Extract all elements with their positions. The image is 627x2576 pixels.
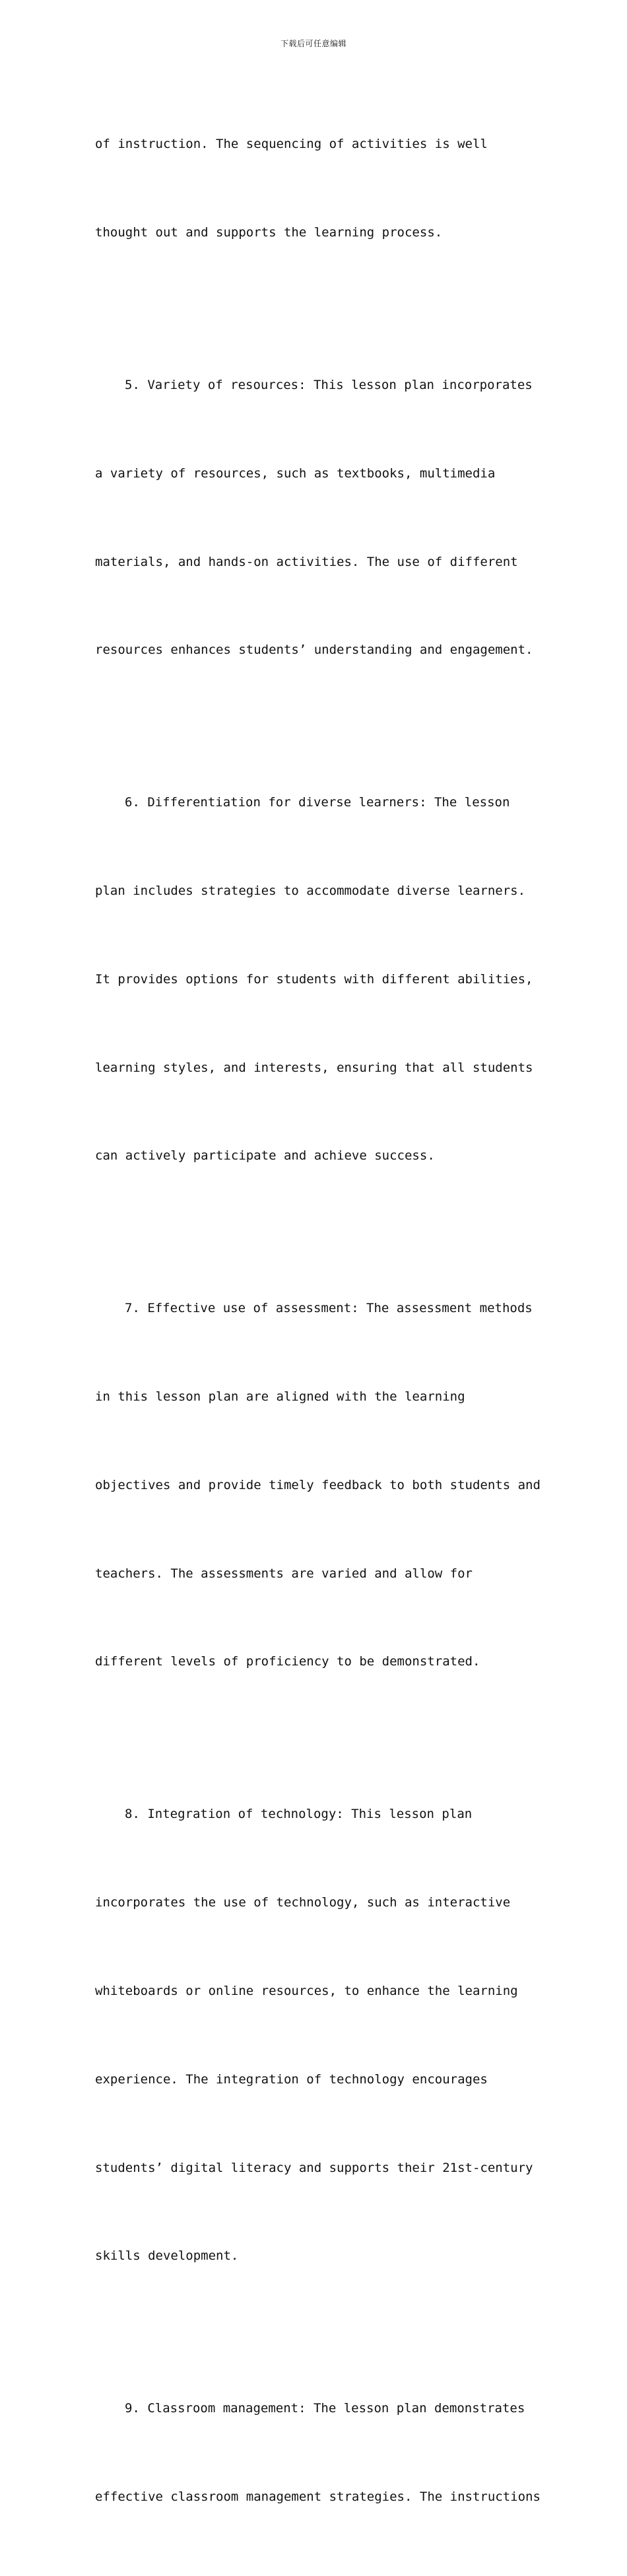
text-line: teachers. The assessments are varied and allow for xyxy=(95,1566,473,1581)
text-line: 7. Effective use of assessment: The assessment methods xyxy=(125,1301,533,1316)
text-line: resources enhances students’ understanding and engagement. xyxy=(95,643,533,658)
text-line: 8. Integration of technology: This lesson plan xyxy=(125,1807,473,1822)
text-line: learning styles, and interests, ensuring that all students xyxy=(95,1060,533,1075)
text-line: of instruction. The sequencing of activities is well xyxy=(95,137,488,152)
text-line: thought out and supports the learning process. xyxy=(95,225,443,240)
text-line: students’ digital literacy and supports their 21st-century xyxy=(95,2160,533,2175)
paragraph-item-5 xyxy=(95,312,534,724)
text-line: effective classroom management strategies. The instructions xyxy=(95,2489,541,2505)
text-line: can actively participate and achieve success. xyxy=(95,1148,435,1164)
page-header: 下载后可任意编辑 xyxy=(280,39,346,48)
text-line: 5. Variety of resources: This lesson plan incorporates xyxy=(125,377,533,392)
paragraph-item-9 xyxy=(95,2335,541,2571)
paragraph-continuation xyxy=(95,71,534,306)
text-line: plan includes strategies to accommodate diverse learners. xyxy=(95,884,526,899)
paragraph-item-6 xyxy=(95,729,534,1230)
text-line: incorporates the use of technology, such as interactive xyxy=(95,1895,511,1910)
text-line: objectives and provide timely feedback to both students and xyxy=(95,1477,541,1492)
text-line: 6. Differentiation for diverse learners: The lesson xyxy=(125,795,510,810)
paragraph-item-7 xyxy=(95,1235,541,1735)
text-line: experience. The integration of technology encourages xyxy=(95,2071,488,2087)
text-line: different levels of proficiency to be demonstrated. xyxy=(95,1654,480,1669)
text-line: whiteboards or online resources, to enhance the learning xyxy=(95,1984,518,1998)
text-line: a variety of resources, such as textbooks, multimedia xyxy=(95,466,496,481)
paragraph-item-8 xyxy=(95,1741,534,2330)
text-line: It provides options for students with different abilities, xyxy=(95,971,533,987)
text-line: 9. Classroom management: The lesson plan demonstrates xyxy=(125,2401,525,2416)
text-line: materials, and hands-on activities. The use of different xyxy=(95,554,518,569)
document-body xyxy=(95,71,541,2576)
text-line: skills development. xyxy=(95,2248,239,2264)
text-line: in this lesson plan are aligned with the learning xyxy=(95,1389,465,1405)
